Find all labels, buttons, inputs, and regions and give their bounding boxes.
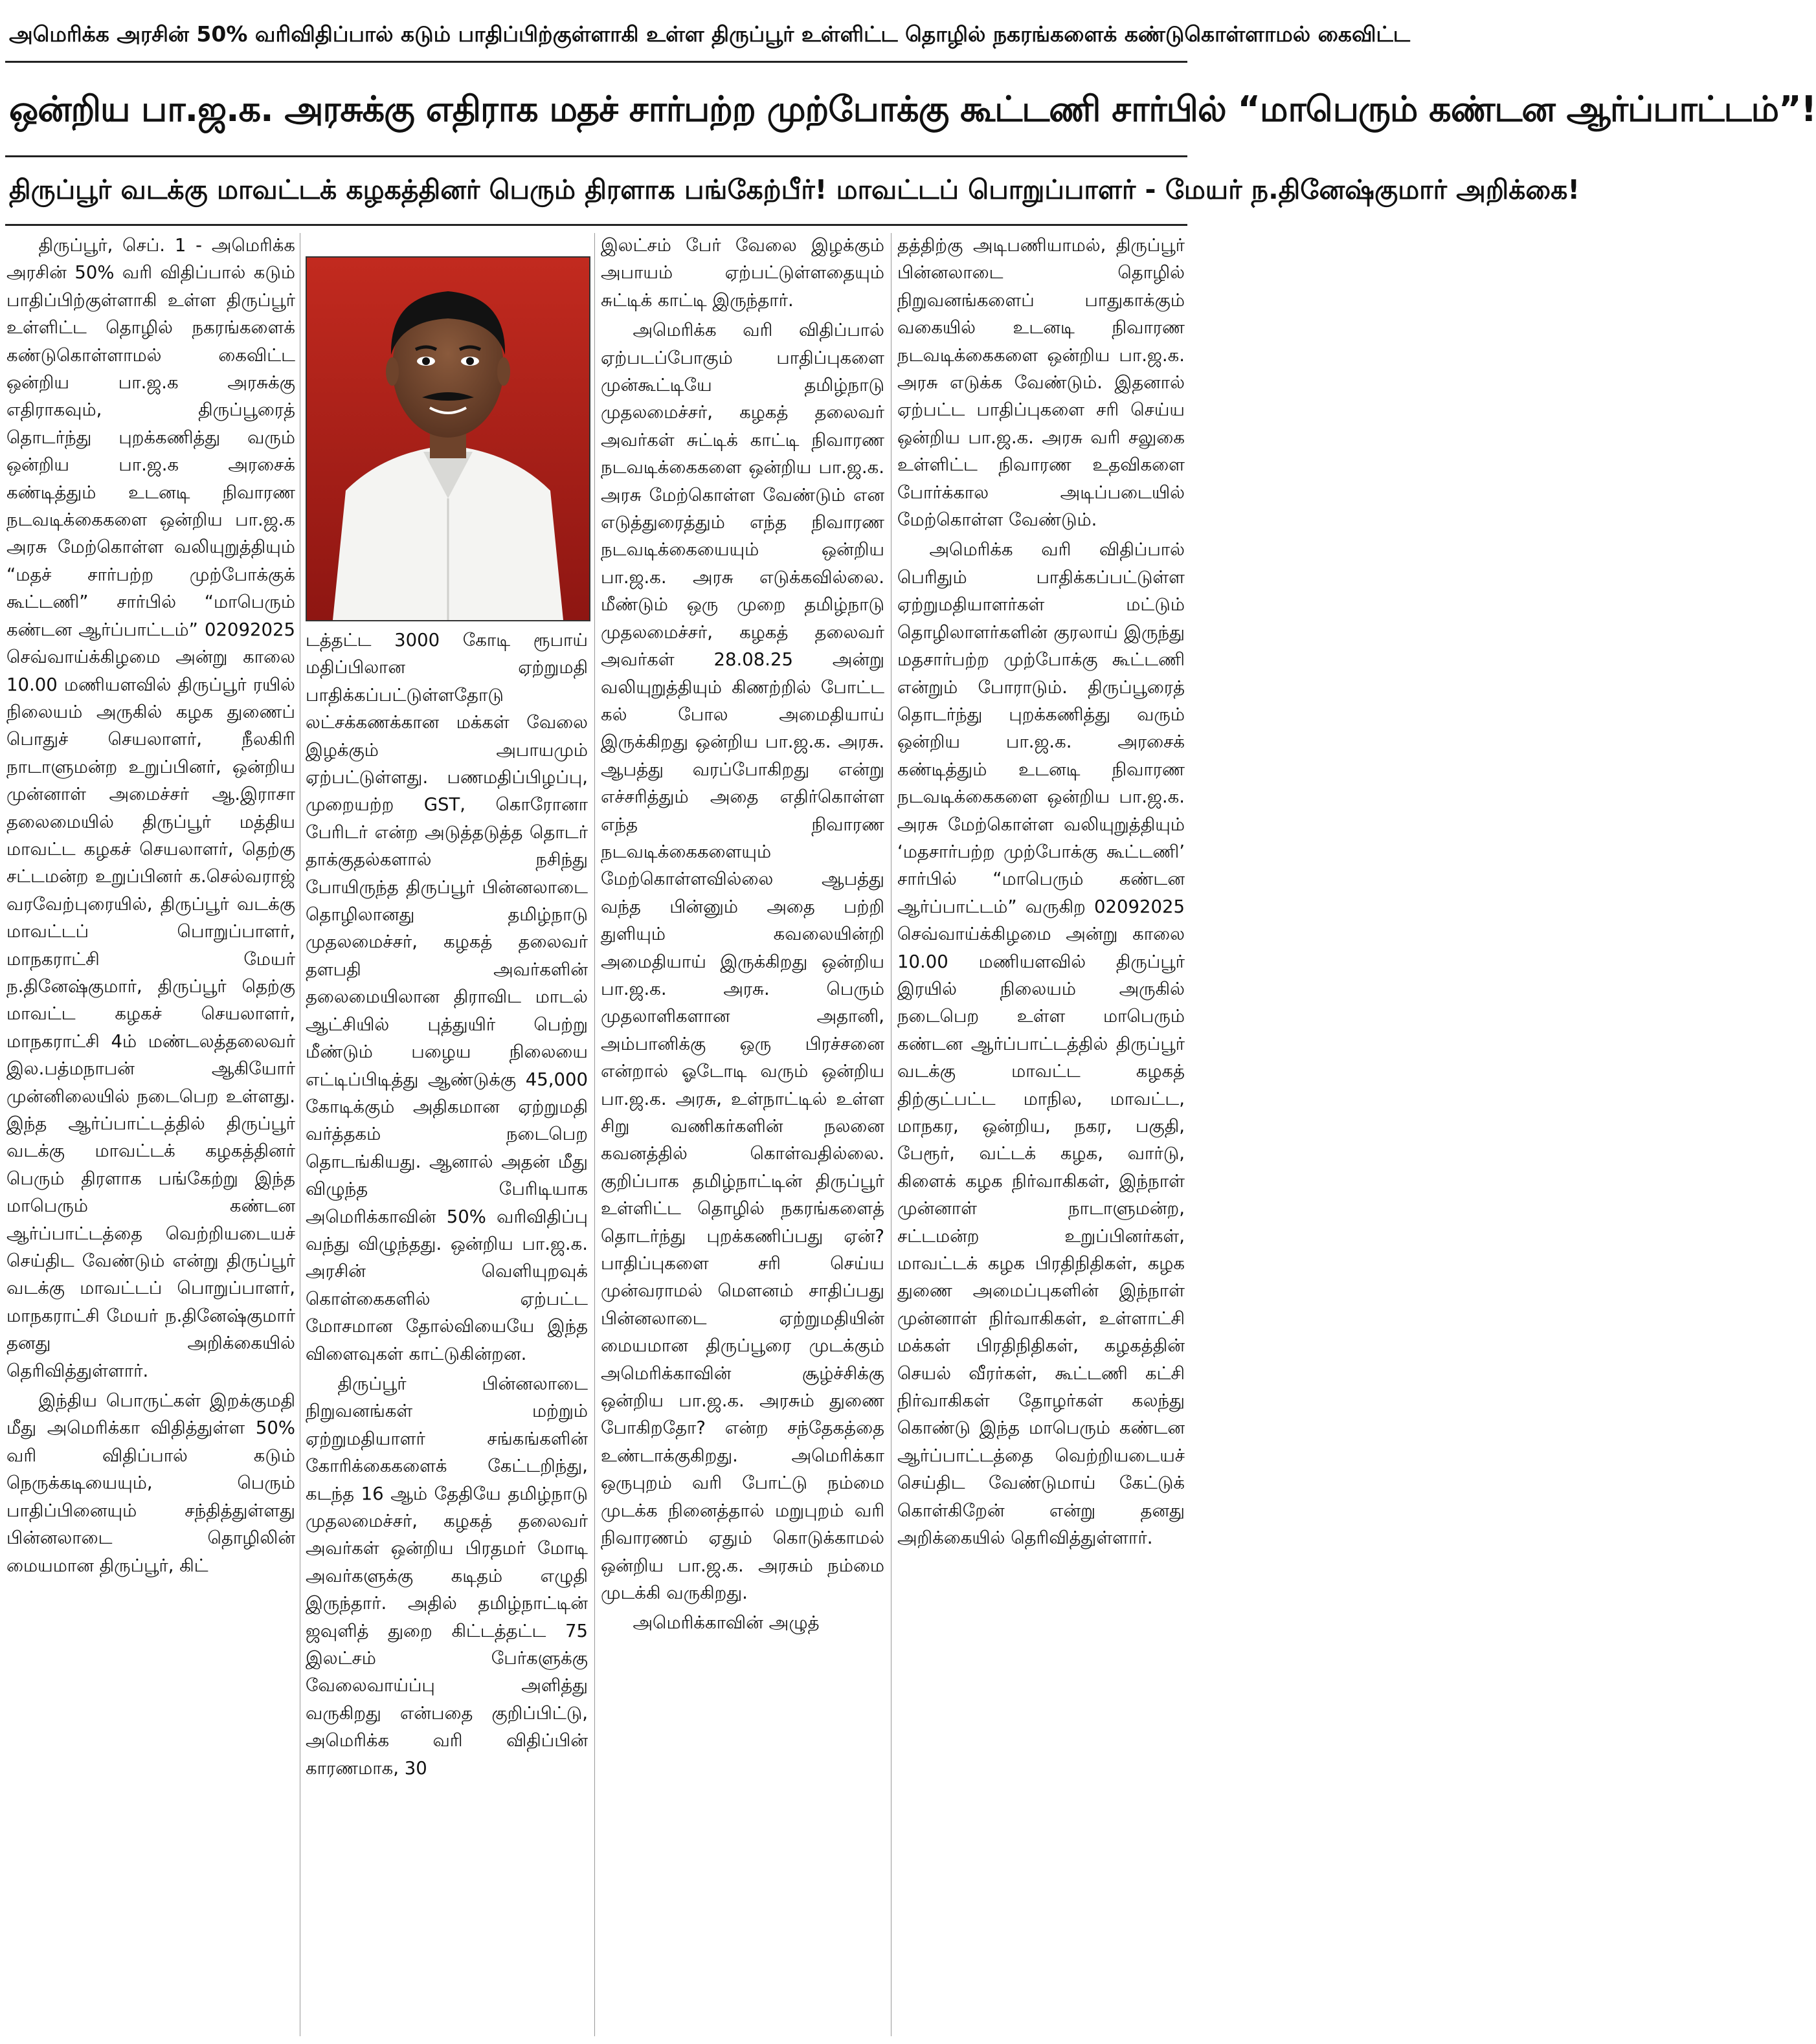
column-4-paragraph: அமெரிக்க வரி விதிப்பால் பெரிதும் பாதிக்கப்பட்டுள்ள ஏற்றுமதியாளர்கள் மட்டும் தொழிலாளர்களின் குரலாய் இருந்து மதசார்பற்ற முற்போக்கு கூட்டணி என்றும் போராடும். திருப்பூரைத் தொடர்ந்து புறக்கணித்து வரும் ஒன்றிய பா.ஜ.க. அரசைக் கண்டித்தும் உடனடி நிவாரண நடவடிக்கைகளை ஒன்றிய பா.ஜ.க. அரசு மேற்கொள்ள வலியுறுத்தியும் ‘மதசார்பற்ற முற்போக்கு கூட்டணி’ சார்பில் “மாபெரும் கண்டன ஆர்ப்பாட்டம்” வருகிற 02092025 செவ்வாய்க்கிழமை அன்று காலை 10.00 மணியளவில் திருப்பூர் இரயில் நிலையம் அருகில் நடைபெற உள்ள மாபெரும் கண்டன ஆர்ப்பாட்டத்தில் திருப்பூர் வடக்கு மாவட்ட கழகத் திற்குட்பட்ட மாநில, மாவட்ட, மாநகர, ஒன்றிய, நகர, பகுதி, பேரூர், வட்டக் கழக, வார்டு, கிளைக் கழக நிர்வாகிகள், இந்நாள் முன்னாள் நாடாளுமன்ற, சட்டமன்ற உறுப்பினர்கள், மாவட்டக் கழக பிரதிநிதிகள், கழக துணை அமைப்புகளின் இந்நாள் முன்னாள் நிர்வாகிகள், உள்ளாட்சி மக்கள் பிரதிநிதிகள், கழகத்தின் செயல் வீரர்கள், கூட்டணி கட்சி நிர்வாகிகள் தோழர்கள் கலந்து கொண்டு இந்த மாபெரும் கண்டன ஆர்ப்பாட்டத்தை வெற்றியடையச் செய்திட வேண்டுமாய் கேட்டுக் கொள்கிறேன் என்று தனது அறிக்கையில் தெரிவித்துள்ளார்.	[897, 539, 1185, 1549]
column-2-paragraph: டத்தட்ட 3000 கோடி ரூபாய் மதிப்பிலான ஏற்றுமதி பாதிக்கப்பட்டுள்ளதோடு லட்சக்கணக்கான மக்கள் வேலை இழக்கும் அபாயமும் ஏற்பட்டுள்ளது. பணமதிப்பிழப்பு, முறையற்ற GST, கொரோனா பேரிடர் என்ற அடுத்தடுத்த தொடர் தாக்குதல்களால் நசிந்து போயிருந்த திருப்பூர் பின்னலாடை தொழிலானது தமிழ்நாடு முதலமைச்சர், கழகத் தலைவர் தளபதி அவர்களின் தலைமையிலான திராவிட மாடல் ஆட்சியில் புத்துயிர் பெற்று மீண்டும் பழைய நிலையை எட்டிப்பிடித்து ஆண்டுக்கு 45,000 கோடிக்கும் அதிகமான ஏற்றுமதி வர்த்தகம் நடைபெற தொடங்கியது. ஆனால் அதன் மீது விழுந்த பேரிடியாக அமெரிக்காவின் 50% வரிவிதிப்பு வந்து விழுந்தது. ஒன்றிய பா.ஜ.க. அரசின் வெளியுறவுக் கொள்கைகளில் ஏற்பட்ட மோசமான தோல்வியையே இந்த விளைவுகள் காட்டுகின்றன.	[306, 630, 588, 1364]
headline-rule	[5, 155, 1187, 157]
article-column-1	[6, 232, 295, 2038]
portrait-photo-icon	[307, 258, 589, 620]
column-3-paragraph: இலட்சம் பேர் வேலை இழக்கும் அபாயம் ஏற்பட்டுள்ளதையும் சுட்டிக் காட்டி இருந்தார்.	[601, 235, 884, 311]
article-column-4	[897, 232, 1185, 2038]
headline: ஒன்றிய பா.ஜ.க. அரசுக்கு எதிராக மதச் சார்பற்ற முற்போக்கு கூட்டணி சார்பில் “மாபெரும் கண்டன ஆர்ப்பாட்டம்”!	[9, 89, 1816, 129]
column-4-paragraph: தத்திற்கு அடிபணியாமல், திருப்பூர் பின்னலாடை தொழில் நிறுவனங்களைப் பாதுகாக்கும் வகையில் உடனடி நிவாரண நடவடிக்கைகளை ஒன்றிய பா.ஜ.க. அரசு எடுக்க வேண்டும். இதனால் ஏற்பட்ட பாதிப்புகளை சரி செய்ய ஒன்றிய பா.ஜ.க. அரசு வரி சலுகை உள்ளிட்ட நிவாரண உதவிகளை போர்க்கால அடிப்படையில் மேற்கொள்ள வேண்டும்.	[897, 235, 1185, 531]
column-3-paragraph: அமெரிக்காவின் அழுத்	[633, 1612, 820, 1634]
top-rule	[5, 61, 1187, 63]
column-1-paragraph: திருப்பூர், செப். 1 - அமெரிக்க அரசின் 50% வரி விதிப்பால் கடும் பாதிப்பிற்குள்ளாகி உள்ள திருப்பூர் உள்ளிட்ட தொழில் நகரங்களைக் கண்டுகொள்ளாமல் கைவிட்ட ஒன்றிய பா.ஜ.க அரசுக்கு எதிராகவும், திருப்பூரைத் தொடர்ந்து புறக்கணித்து வரும் ஒன்றிய பா.ஜ.க அரசைக் கண்டித்தும் உடனடி நிவாரண நடவடிக்கைகளை ஒன்றிய பா.ஜ.க அரசு மேற்கொள்ள வலியுறுத்தியும் “மதச் சார்பற்ற முற்போக்குக் கூட்டணி” சார்பில் “மாபெரும் கண்டன ஆர்ப்பாட்டம்” 02092025 செவ்வாய்க்கிழமை அன்று காலை 10.00 மணியளவில் திருப்பூர் ரயில் நிலையம் அருகில் கழக துணைப் பொதுச் செயலாளர், நீலகிரி நாடாளுமன்ற உறுப்பினர், ஒன்றிய முன்னாள் அமைச்சர் ஆ.இராசா தலைமையில் திருப்பூர் மத்திய மாவட்ட கழகச் செயலாளர், தெற்கு சட்டமன்ற உறுப்பினர் க.செல்வராஜ் வரவேற்புரையில், திருப்பூர் வடக்கு மாவட்டப் பொறுப்பாளர், மாநகராட்சி மேயர் ந.தினேஷ்குமார், திருப்பூர் தெற்கு மாவட்ட கழகச் செயலாளர், மாநகராட்சி 4ம் மண்டலத்தலைவர் இல.பத்மநாபன் ஆகியோர் முன்னிலையில் நடைபெற உள்ளது. இந்த ஆர்ப்பாட்டத்தில் திருப்பூர் வடக்கு மாவட்டக் கழகத்தினர் பெரும் திரளாக பங்கேற்று இந்த மாபெரும் கண்டன ஆர்ப்பாட்டத்தை வெற்றியடையச் செய்திட வேண்டும் என்று திருப்பூர் வடக்கு மாவட்டப் பொறுப்பாளர், மாநகராட்சி மேயர் ந.தினேஷ்குமார் தனது அறிக்கையில் தெரிவித்துள்ளார்.	[6, 235, 295, 1381]
column-3-paragraph: அமெரிக்க வரி விதிப்பால் ஏற்படப்போகும் பாதிப்புகளை முன்கூட்டியே தமிழ்நாடு முதலமைச்சர், கழகத் தலைவர் அவர்கள் சுட்டிக் காட்டி நிவாரண நடவடிக்கைகளை ஒன்றிய பா.ஜ.க. அரசு மேற்கொள்ள வேண்டும் என எடுத்துரைத்தும் எந்த நிவாரண நடவடிக்கையையும் ஒன்றிய பா.ஜ.க. அரசு எடுக்கவில்லை. மீண்டும் ஒரு முறை தமிழ்நாடு முதலமைச்சர், கழகத் தலைவர் அவர்கள் 28.08.25 அன்று வலியுறுத்தியும் கிணற்றில் போட்ட கல் போல அமைதியாய் இருக்கிறது ஒன்றிய பா.ஜ.க. அரசு. ஆபத்து வரப்போகிறது என்று எச்சரித்தும் அதை எதிர்கொள்ள எந்த நிவாரண நடவடிக்கைகளையும் மேற்கொள்ளவில்லை ஆபத்து வந்த பின்னும் அதை பற்றி துளியும் கவலையின்றி அமைதியாய் இருக்கிறது ஒன்றிய பா.ஜ.க. அரசு. பெரும் முதலாளிகளான அதானி, அம்பானிக்கு ஒரு பிரச்சனை என்றால் ஓடோடி வரும் ஒன்றிய பா.ஜ.க. அரசு, உள்நாட்டில் உள்ள சிறு வணிகர்களின் நலனை கவனத்தில் கொள்வதில்லை. குறிப்பாக தமிழ்நாட்டின் திருப்பூர் உள்ளிட்ட தொழில் நகரங்களைத் தொடர்ந்து புறக்கணிப்பது ஏன்? பாதிப்புகளை சரி செய்ய முன்வராமல் மௌனம் சாதிப்பது பின்னலாடை ஏற்றுமதியின் மையமான திருப்பூரை முடக்கும் அமெரிக்காவின் சூழ்ச்சிக்கு ஒன்றிய பா.ஜ.க. அரசும் துணை போகிறதோ? என்ற சந்தேகத்தை உண்டாக்குகிறது. அமெரிக்கா ஒருபுறம் வரி போட்டு நம்மை முடக்க நினைத்தால் மறுபுறம் வரி நிவாரணம் ஏதும் கொடுக்காமல் ஒன்றிய பா.ஜ.க. அரசும் நம்மை முடக்கி வருகிறது.	[601, 320, 884, 1603]
column-1-paragraph: இந்திய பொருட்கள் இறக்குமதி மீது அமெரிக்கா விதித்துள்ள 50% வரி விதிப்பால் கடும் நெருக்கடியையும், பெரும் பாதிப்பினையும் சந்தித்துள்ளது பின்னலாடை தொழிலின் மையமான திருப்பூர், கிட்	[6, 1390, 295, 1576]
subheadline: திருப்பூர் வடக்கு மாவட்டக் கழகத்தினர் பெரும் திரளாக பங்கேற்பீர்! மாவட்டப் பொறுப்பாளர் - மேயர் ந.தினேஷ்குமார் அறிக்கை!	[9, 174, 1580, 205]
portrait-photo	[306, 256, 590, 621]
column-divider	[594, 233, 595, 2036]
column-2-paragraph: திருப்பூர் பின்னலாடை நிறுவனங்கள் மற்றும் ஏற்றுமதியாளர் சங்கங்களின் கோரிக்கைகளைக் கேட்டறிந்து, கடந்த 16 ஆம் தேதியே தமிழ்நாடு முதலமைச்சர், கழகத் தலைவர் அவர்கள் ஒன்றிய பிரதமர் மோடி அவர்களுக்கு கடிதம் எழுதி இருந்தார். அதில் தமிழ்நாட்டின் ஜவுளித் துறை கிட்டத்தட்ட 75 இலட்சம் பேர்களுக்கு வேலைவாய்ப்பு அளித்து வருகிறது என்பதை குறிப்பிட்டு, அமெரிக்க வரி விதிப்பின் காரணமாக, 30	[306, 1373, 588, 1779]
kicker-line: அமெரிக்க அரசின் 50% வரிவிதிப்பால் கடும் பாதிப்பிற்குள்ளாகி உள்ள திருப்பூர் உள்ளிட்ட தொழில் நகரங்களைக் கண்டுகொள்ளாமல் கைவிட்ட	[9, 21, 1411, 47]
subhead-rule	[5, 224, 1187, 226]
article-column-3	[601, 232, 884, 2038]
article-column-2	[306, 627, 588, 2038]
